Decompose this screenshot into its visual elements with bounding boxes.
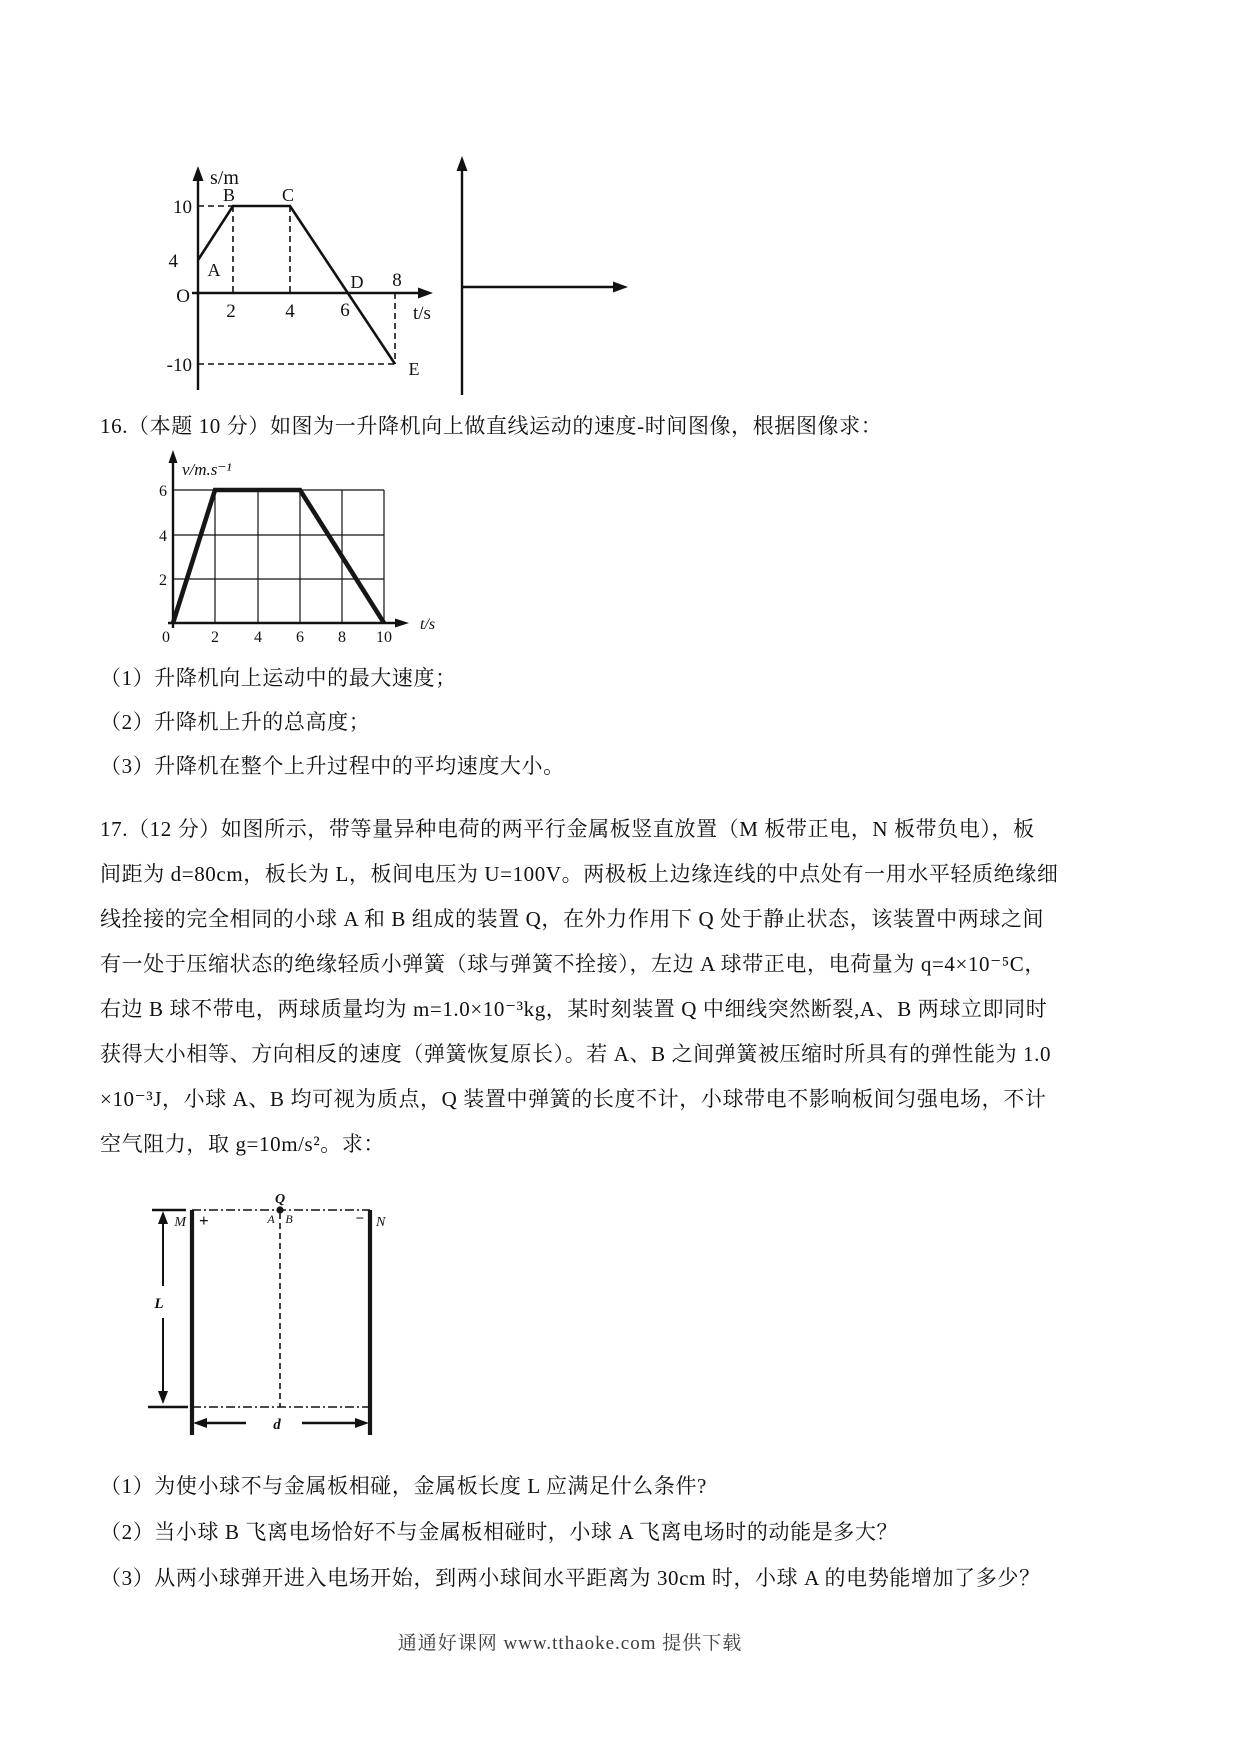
st-ytick-4: 4	[168, 251, 178, 272]
ball-B-label: B	[285, 1212, 293, 1226]
q17-line-6: 获得大小相等、方向相反的速度（弹簧恢复原长）。若 A、B 之间弹簧被压缩时所具有的弹性能为 1.0	[100, 1042, 1052, 1066]
st-point-E: E	[408, 359, 420, 379]
gap-label: d	[273, 1417, 281, 1433]
vt-xtick-2: 2	[211, 629, 219, 646]
q16-header: 16.（本题 10 分）如图为一升降机向上做直线运动的速度-时间图像，根据图像求：	[100, 414, 883, 438]
vt-grid	[173, 490, 384, 623]
vt-ylabel: v/m.s⁻¹	[182, 460, 232, 479]
q17-line-8: 空气阻力，取 g=10m/s²。求：	[100, 1132, 386, 1156]
st-xtick-8: 8	[392, 270, 402, 291]
st-point-D: D	[350, 272, 364, 292]
gap-arrow	[193, 1418, 369, 1428]
length-label: L	[154, 1296, 164, 1312]
q16-item-1: （1）升降机向上运动中的最大速度；	[100, 666, 457, 690]
vt-xtick-10: 10	[376, 629, 392, 646]
st-xtick-4: 4	[285, 301, 295, 322]
vt-xtick-4: 4	[254, 629, 262, 646]
vt-curve	[173, 490, 384, 623]
vt-xtick-8: 8	[338, 629, 346, 646]
vt-xtick-6: 6	[296, 629, 304, 646]
plates-figure	[130, 1190, 415, 1460]
st-yaxis-arrow	[193, 166, 204, 181]
st-xtick-6: 6	[340, 300, 350, 321]
device-Q-label: Q	[274, 1192, 286, 1207]
vt-xtick-0: 0	[162, 629, 170, 646]
st-point-C: C	[281, 185, 295, 205]
empty-axes	[457, 156, 629, 395]
vt-xlabel: t/s	[420, 616, 436, 633]
device-ball	[276, 1206, 283, 1213]
q17-item-3: （3）从两小球弹开进入电场开始，到两小球间水平距离为 30cm 时，小球 A 的电势能增加了多少？	[100, 1566, 1041, 1590]
vt-ytick-6: 6	[159, 483, 167, 500]
st-xtick-2: 2	[226, 301, 236, 322]
vt-ytick-4: 4	[159, 528, 167, 545]
st-ytick-neg10: -10	[166, 355, 192, 376]
q17-line-4: 有一处于压缩状态的绝缘轻质小弹簧（球与弹簧不拴接），左边 A 球带正电，电荷量为 q=4×10⁻⁵C，	[100, 952, 1046, 976]
q17-line-2: 间距为 d=80cm，板长为 L，板间电压为 U=100V。两极板上边缘连线的中点处有一用水平轻质绝缘细	[100, 862, 1059, 886]
plate-M-label: M	[174, 1215, 186, 1230]
q16-item-3: （3）升降机在整个上升过程中的平均速度大小。	[100, 754, 565, 778]
q17-item-1: （1）为使小球不与金属板相碰，金属板长度 L 应满足什么条件?	[100, 1474, 707, 1498]
q17-line-1: 17.（12 分）如图所示，带等量异种电荷的两平行金属板竖直放置（M 板带正电，N 板带负电），板	[100, 817, 1035, 841]
q17-line-7: ×10⁻³J，小球 A、B 均可视为质点，Q 装置中弹簧的长度不计，小球带电不影响板间匀强电场，不计	[100, 1087, 1047, 1111]
st-xaxis-arrow	[418, 288, 433, 299]
st-curve	[198, 206, 395, 364]
footer-watermark: 通通好课网 www.tthaoke.com 提供下载	[397, 1633, 743, 1654]
st-ylabel: s/m	[210, 167, 239, 189]
q17-line-5: 右边 B 球不带电，两球质量均为 m=1.0×10⁻³kg，某时刻装置 Q 中细线突然断裂,A、B 两球立即同时	[100, 997, 1048, 1021]
minus-sign: −	[355, 1211, 364, 1227]
plate-N-label: N	[376, 1215, 386, 1230]
q16-item-2: （2）升降机上升的总高度；	[100, 710, 371, 734]
vt-yaxis-arrow	[169, 450, 178, 463]
vt-xaxis-arrow	[395, 619, 409, 628]
ball-A-label: A	[267, 1212, 275, 1226]
vt-graph	[140, 445, 450, 650]
vt-ytick-2: 2	[159, 572, 167, 589]
st-origin-label: O	[176, 286, 190, 307]
st-point-A: A	[207, 260, 221, 280]
st-xlabel: t/s	[413, 303, 431, 324]
q17-line-3: 线拴接的完全相同的小球 A 和 B 组成的装置 Q，在外力作用下 Q 处于静止状态，该装置中两球之间	[100, 907, 1045, 931]
st-graph	[130, 140, 650, 402]
st-point-B: B	[222, 185, 236, 205]
st-ytick-10: 10	[173, 197, 192, 218]
q17-item-2: （2）当小球 B 飞离电场恰好不与金属板相碰时，小球 A 飞离电场时的动能是多大？	[100, 1520, 899, 1544]
plus-sign: +	[199, 1211, 209, 1230]
